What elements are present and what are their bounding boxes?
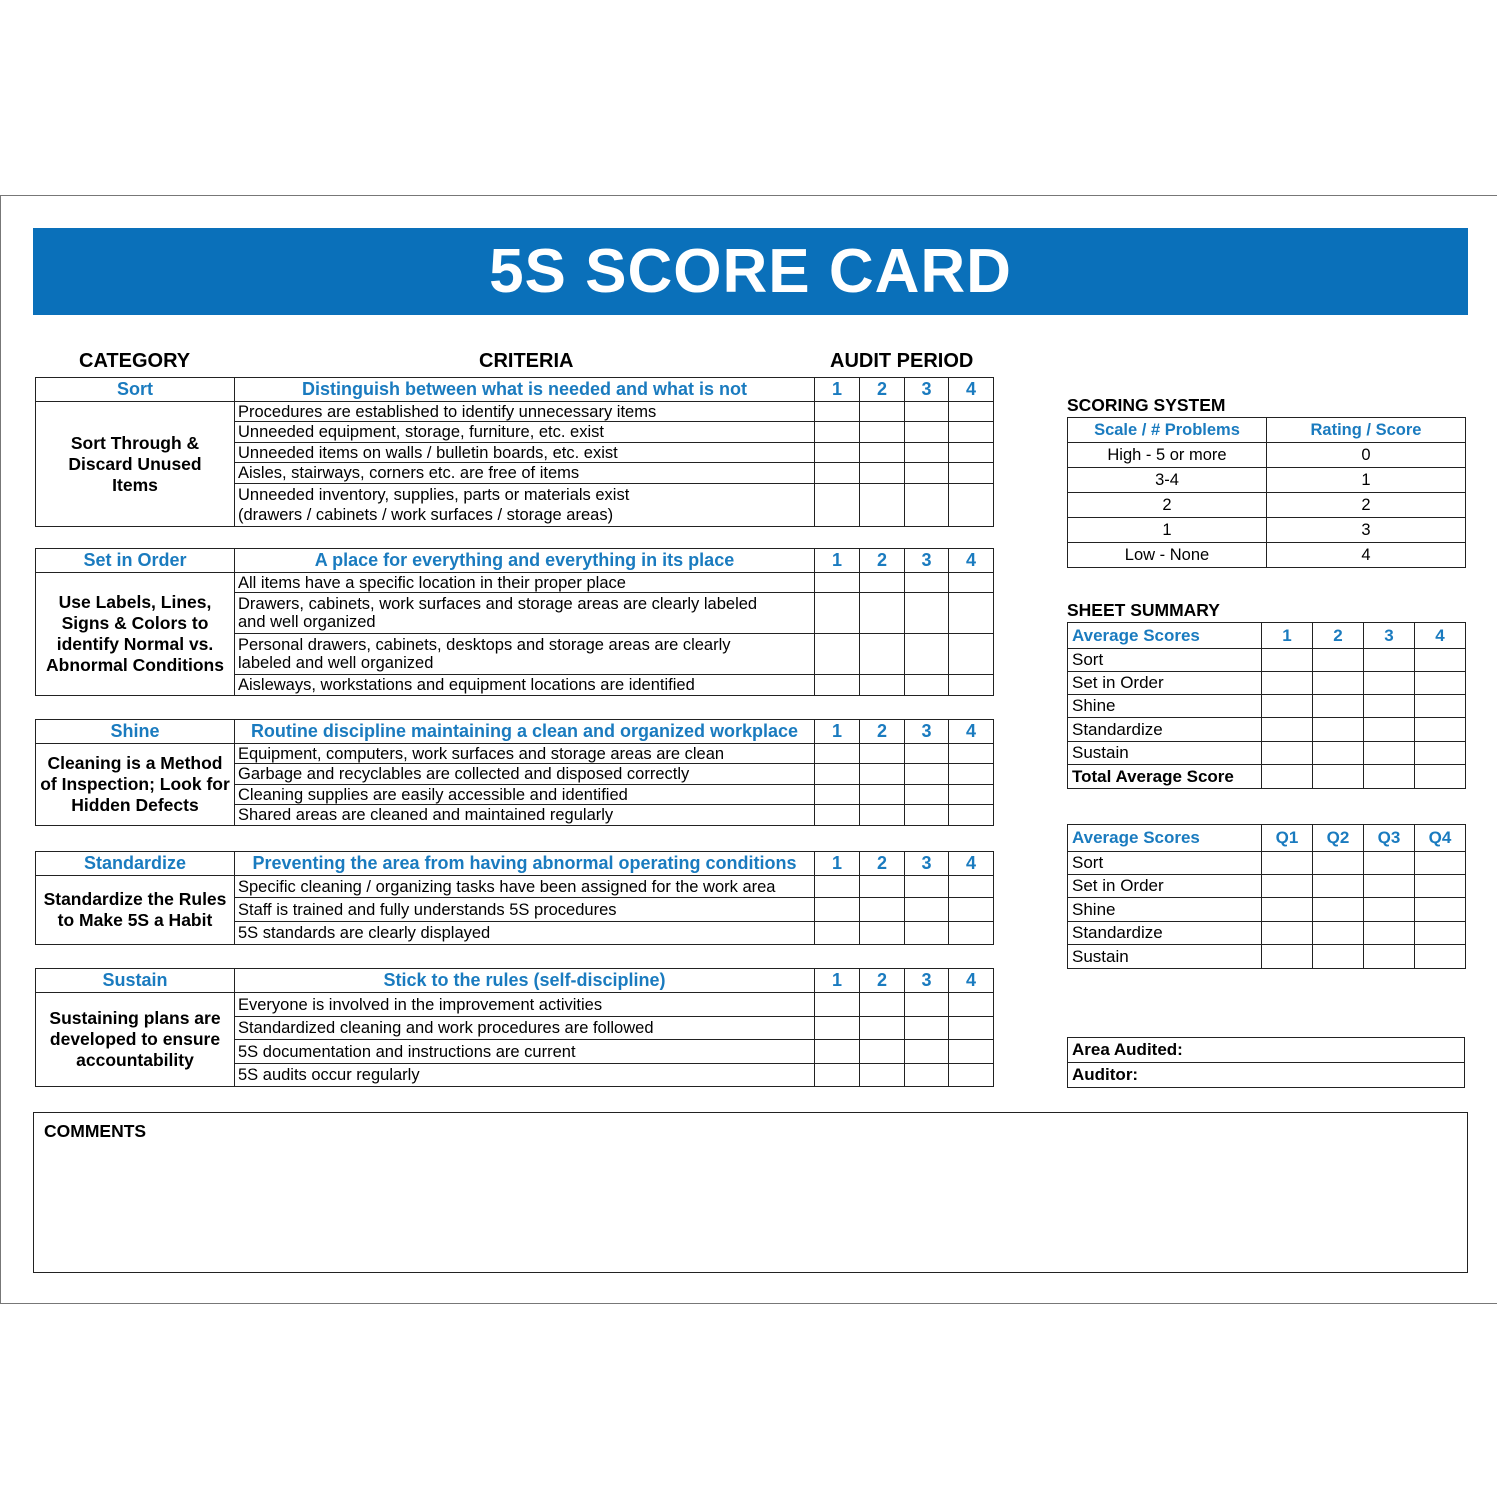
section-set-in-order-table: [35, 548, 994, 696]
summary-cell[interactable]: [1313, 672, 1364, 695]
criterion: Garbage and recyclables are collected and disposed correctly: [235, 764, 815, 785]
comments-box[interactable]: [33, 1112, 1468, 1273]
scale-header: Scale / # Problems: [1068, 418, 1267, 443]
quarterly-cell[interactable]: [1313, 945, 1364, 969]
score-cell[interactable]: [860, 876, 905, 898]
period-4-header: 4: [949, 969, 994, 993]
quarterly-cell[interactable]: [1415, 852, 1466, 875]
section-name: Set in Order: [36, 549, 235, 573]
period-3-header: 3: [905, 720, 949, 744]
period-1-header: 1: [815, 549, 860, 573]
summary-cell[interactable]: [1262, 695, 1313, 718]
quarterly-cell[interactable]: [1364, 898, 1415, 922]
score-cell[interactable]: [860, 422, 905, 443]
q2-header: Q2: [1313, 825, 1364, 852]
section-shine-table: [35, 719, 994, 826]
score-cell[interactable]: [815, 1064, 860, 1087]
score-cell[interactable]: [949, 785, 994, 805]
sheet-summary-title: SHEET SUMMARY: [1067, 600, 1220, 620]
criterion: Specific cleaning / organizing tasks have been assigned for the work area: [235, 876, 815, 898]
period-2-header: 2: [860, 969, 905, 993]
criterion: Staff is trained and fully understands 5S procedures: [235, 898, 815, 922]
scoring-system-title: SCORING SYSTEM: [1067, 395, 1226, 415]
score-cell[interactable]: [860, 484, 905, 527]
summary-row-label: Shine: [1068, 695, 1262, 718]
summary-cell[interactable]: [1313, 695, 1364, 718]
score-cell[interactable]: [949, 675, 994, 696]
auditor-field[interactable]: Auditor:: [1068, 1063, 1465, 1088]
period-4-header: 4: [949, 549, 994, 573]
criterion: Unneeded equipment, storage, furniture, etc. exist: [235, 422, 815, 443]
score-cell[interactable]: [905, 744, 949, 764]
q1-header: Q1: [1262, 825, 1313, 852]
sheet-summary-table: [1067, 622, 1466, 789]
total-average-label: Total Average Score: [1068, 765, 1262, 789]
score-cell[interactable]: [949, 1040, 994, 1064]
average-scores-header: Average Scores: [1068, 825, 1262, 852]
rating-header: Rating / Score: [1267, 418, 1466, 443]
score-cell[interactable]: [949, 876, 994, 898]
score-cell[interactable]: [860, 785, 905, 805]
period-3-header: 3: [1364, 623, 1415, 649]
period-3-header: 3: [905, 378, 949, 402]
score-cell[interactable]: [905, 593, 949, 634]
section-sort-table: [35, 377, 994, 527]
quarterly-cell[interactable]: [1364, 945, 1415, 969]
summary-cell[interactable]: [1415, 765, 1466, 789]
score-cell[interactable]: [860, 593, 905, 634]
summary-cell[interactable]: [1415, 672, 1466, 695]
score-cell[interactable]: [860, 1064, 905, 1087]
criterion: 5S documentation and instructions are current: [235, 1040, 815, 1064]
criterion: Standardized cleaning and work procedures are followed: [235, 1017, 815, 1040]
score-cell[interactable]: [860, 573, 905, 593]
score-cell[interactable]: [949, 1017, 994, 1040]
quarterly-cell[interactable]: [1415, 922, 1466, 945]
scale-value: High - 5 or more: [1068, 443, 1267, 468]
summary-cell[interactable]: [1262, 742, 1313, 765]
comments-label: COMMENTS: [44, 1121, 147, 1141]
summary-cell[interactable]: [1415, 742, 1466, 765]
score-cell[interactable]: [860, 675, 905, 696]
quarterly-cell[interactable]: [1313, 898, 1364, 922]
score-cell[interactable]: [905, 876, 949, 898]
rating-value: 1: [1267, 468, 1466, 493]
quarterly-cell[interactable]: [1415, 945, 1466, 969]
score-cell[interactable]: [815, 443, 860, 463]
score-cell[interactable]: [949, 993, 994, 1017]
score-cell[interactable]: [815, 922, 860, 945]
summary-cell[interactable]: [1313, 742, 1364, 765]
score-cell[interactable]: [949, 593, 994, 634]
score-cell[interactable]: [949, 744, 994, 764]
score-cell[interactable]: [815, 876, 860, 898]
score-cell[interactable]: [815, 484, 860, 527]
criterion: Shared areas are cleaned and maintained regularly: [235, 805, 815, 826]
summary-cell[interactable]: [1415, 718, 1466, 742]
section-description: Sort Through & Discard Unused Items: [36, 402, 235, 527]
quarterly-summary-table: [1067, 824, 1466, 969]
section-name: Sort: [36, 378, 235, 402]
summary-cell[interactable]: [1313, 718, 1364, 742]
period-4-header: 4: [949, 852, 994, 876]
rating-value: 4: [1267, 543, 1466, 568]
score-cell[interactable]: [905, 422, 949, 443]
score-cell[interactable]: [905, 898, 949, 922]
score-cell[interactable]: [815, 764, 860, 785]
summary-cell[interactable]: [1364, 695, 1415, 718]
score-cell[interactable]: [949, 898, 994, 922]
section-description: Use Labels, Lines, Signs & Colors to identify Normal vs. Abnormal Conditions: [36, 573, 235, 696]
summary-cell[interactable]: [1262, 765, 1313, 789]
criterion: Procedures are established to identify unnecessary items: [235, 402, 815, 422]
average-scores-header: Average Scores: [1068, 623, 1262, 649]
period-2-header: 2: [1313, 623, 1364, 649]
score-cell[interactable]: [860, 898, 905, 922]
section-name: Standardize: [36, 852, 235, 876]
score-cell[interactable]: [905, 993, 949, 1017]
summary-cell[interactable]: [1364, 672, 1415, 695]
section-description: Sustaining plans are developed to ensure accountability: [36, 993, 235, 1087]
page-title: 5S SCORE CARD: [33, 228, 1468, 315]
period-1-header: 1: [1262, 623, 1313, 649]
score-cell[interactable]: [860, 443, 905, 463]
quarterly-row-label: Standardize: [1068, 922, 1262, 945]
summary-cell[interactable]: [1415, 649, 1466, 672]
criterion: Everyone is involved in the improvement activities: [235, 993, 815, 1017]
score-cell[interactable]: [815, 463, 860, 484]
section-goal: Stick to the rules (self-discipline): [235, 969, 815, 993]
criterion: Drawers, cabinets, work surfaces and storage areas are clearly labeled and well organized: [235, 593, 815, 634]
score-cell[interactable]: [815, 675, 860, 696]
summary-cell[interactable]: [1364, 765, 1415, 789]
score-cell[interactable]: [815, 898, 860, 922]
period-1-header: 1: [815, 969, 860, 993]
period-4-header: 4: [949, 378, 994, 402]
summary-cell[interactable]: [1364, 742, 1415, 765]
score-cell[interactable]: [905, 402, 949, 422]
score-cell[interactable]: [905, 463, 949, 484]
criterion: Equipment, computers, work surfaces and storage areas are clean: [235, 744, 815, 764]
scale-value: 3-4: [1068, 468, 1267, 493]
scale-value: Low - None: [1068, 543, 1267, 568]
criterion: Cleaning supplies are easily accessible and identified: [235, 785, 815, 805]
score-cell[interactable]: [905, 1017, 949, 1040]
score-cell[interactable]: [949, 1064, 994, 1087]
summary-cell[interactable]: [1313, 765, 1364, 789]
score-cell[interactable]: [905, 1064, 949, 1087]
quarterly-row-label: Sustain: [1068, 945, 1262, 969]
score-cell[interactable]: [860, 634, 905, 675]
summary-row-label: Standardize: [1068, 718, 1262, 742]
section-goal: Preventing the area from having abnormal operating conditions: [235, 852, 815, 876]
section-sustain-table: [35, 968, 994, 1087]
quarterly-cell[interactable]: [1364, 922, 1415, 945]
period-1-header: 1: [815, 378, 860, 402]
criterion: 5S standards are clearly displayed: [235, 922, 815, 945]
score-cell[interactable]: [815, 422, 860, 443]
summary-cell[interactable]: [1415, 695, 1466, 718]
score-cell[interactable]: [860, 1040, 905, 1064]
q4-header: Q4: [1415, 825, 1466, 852]
quarterly-cell[interactable]: [1313, 922, 1364, 945]
score-cell[interactable]: [860, 744, 905, 764]
score-cell[interactable]: [949, 463, 994, 484]
score-cell[interactable]: [905, 634, 949, 675]
summary-row-label: Sustain: [1068, 742, 1262, 765]
score-cell[interactable]: [905, 805, 949, 826]
scoring-system-table: [1067, 417, 1466, 568]
score-cell[interactable]: [905, 443, 949, 463]
section-name: Sustain: [36, 969, 235, 993]
period-3-header: 3: [905, 969, 949, 993]
criterion: Aisles, stairways, corners etc. are free of items: [235, 463, 815, 484]
criteria-column-header: CRITERIA: [479, 350, 574, 372]
section-description: Cleaning is a Method of Inspection; Look for Hidden Defects: [36, 744, 235, 826]
section-goal: Routine discipline maintaining a clean and organized workplace: [235, 720, 815, 744]
criterion: Aisleways, workstations and equipment locations are identified: [235, 675, 815, 696]
score-cell[interactable]: [949, 634, 994, 675]
score-cell[interactable]: [949, 484, 994, 527]
score-cell[interactable]: [815, 805, 860, 826]
score-cell[interactable]: [949, 922, 994, 945]
period-2-header: 2: [860, 852, 905, 876]
score-cell[interactable]: [860, 805, 905, 826]
summary-cell[interactable]: [1364, 649, 1415, 672]
score-cell[interactable]: [949, 805, 994, 826]
score-cell[interactable]: [815, 634, 860, 675]
period-1-header: 1: [815, 852, 860, 876]
quarterly-cell[interactable]: [1262, 875, 1313, 898]
score-cell[interactable]: [815, 744, 860, 764]
summary-row-label: Set in Order: [1068, 672, 1262, 695]
quarterly-cell[interactable]: [1313, 852, 1364, 875]
section-description: Standardize the Rules to Make 5S a Habit: [36, 876, 235, 945]
section-name: Shine: [36, 720, 235, 744]
score-cell[interactable]: [905, 764, 949, 785]
score-cell[interactable]: [949, 402, 994, 422]
criterion: Unneeded items on walls / bulletin boards, etc. exist: [235, 443, 815, 463]
quarterly-cell[interactable]: [1415, 898, 1466, 922]
score-cell[interactable]: [860, 764, 905, 785]
q3-header: Q3: [1364, 825, 1415, 852]
score-cell[interactable]: [815, 785, 860, 805]
period-2-header: 2: [860, 720, 905, 744]
section-standardize-table: [35, 851, 994, 945]
quarterly-row-label: Shine: [1068, 898, 1262, 922]
summary-cell[interactable]: [1262, 718, 1313, 742]
rating-value: 0: [1267, 443, 1466, 468]
rating-value: 3: [1267, 518, 1466, 543]
scale-value: 2: [1068, 493, 1267, 518]
score-cell[interactable]: [905, 785, 949, 805]
score-cell[interactable]: [905, 675, 949, 696]
score-cell[interactable]: [949, 573, 994, 593]
score-cell[interactable]: [949, 764, 994, 785]
score-cell[interactable]: [949, 422, 994, 443]
score-cell[interactable]: [860, 993, 905, 1017]
score-cell[interactable]: [860, 402, 905, 422]
quarterly-cell[interactable]: [1313, 875, 1364, 898]
score-cell[interactable]: [815, 1017, 860, 1040]
score-cell[interactable]: [815, 1040, 860, 1064]
audit-info-table: [1067, 1037, 1465, 1088]
quarterly-cell[interactable]: [1364, 852, 1415, 875]
scale-value: 1: [1068, 518, 1267, 543]
score-cell[interactable]: [905, 484, 949, 527]
period-1-header: 1: [815, 720, 860, 744]
score-cell[interactable]: [860, 1017, 905, 1040]
criterion: Unneeded inventory, supplies, parts or materials exist (drawers / cabinets / work surfaces / storage areas): [235, 484, 815, 527]
score-cell[interactable]: [860, 463, 905, 484]
summary-cell[interactable]: [1262, 672, 1313, 695]
score-cell[interactable]: [815, 993, 860, 1017]
summary-row-label: Sort: [1068, 649, 1262, 672]
quarterly-cell[interactable]: [1262, 922, 1313, 945]
criterion: Personal drawers, cabinets, desktops and storage areas are clearly labeled and well organized: [235, 634, 815, 675]
quarterly-cell[interactable]: [1262, 945, 1313, 969]
period-4-header: 4: [1415, 623, 1466, 649]
audit-period-column-header: AUDIT PERIOD: [830, 350, 974, 372]
quarterly-cell[interactable]: [1415, 875, 1466, 898]
period-3-header: 3: [905, 549, 949, 573]
score-cell[interactable]: [815, 573, 860, 593]
quarterly-row-label: Sort: [1068, 852, 1262, 875]
summary-cell[interactable]: [1313, 649, 1364, 672]
quarterly-cell[interactable]: [1262, 898, 1313, 922]
criterion: All items have a specific location in their proper place: [235, 573, 815, 593]
period-3-header: 3: [905, 852, 949, 876]
criterion: 5S audits occur regularly: [235, 1064, 815, 1087]
quarterly-cell[interactable]: [1364, 875, 1415, 898]
quarterly-row-label: Set in Order: [1068, 875, 1262, 898]
category-column-header: CATEGORY: [79, 350, 191, 372]
score-cell[interactable]: [949, 443, 994, 463]
section-goal: A place for everything and everything in its place: [235, 549, 815, 573]
period-4-header: 4: [949, 720, 994, 744]
section-goal: Distinguish between what is needed and what is not: [235, 378, 815, 402]
area-audited-field[interactable]: Area Audited:: [1068, 1038, 1465, 1063]
rating-value: 2: [1267, 493, 1466, 518]
score-cell[interactable]: [860, 922, 905, 945]
quarterly-cell[interactable]: [1262, 852, 1313, 875]
period-2-header: 2: [860, 549, 905, 573]
summary-cell[interactable]: [1364, 718, 1415, 742]
score-cell[interactable]: [905, 573, 949, 593]
summary-cell[interactable]: [1262, 649, 1313, 672]
score-cell[interactable]: [905, 1040, 949, 1064]
period-2-header: 2: [860, 378, 905, 402]
score-cell[interactable]: [815, 402, 860, 422]
score-cell[interactable]: [815, 593, 860, 634]
score-cell[interactable]: [905, 922, 949, 945]
